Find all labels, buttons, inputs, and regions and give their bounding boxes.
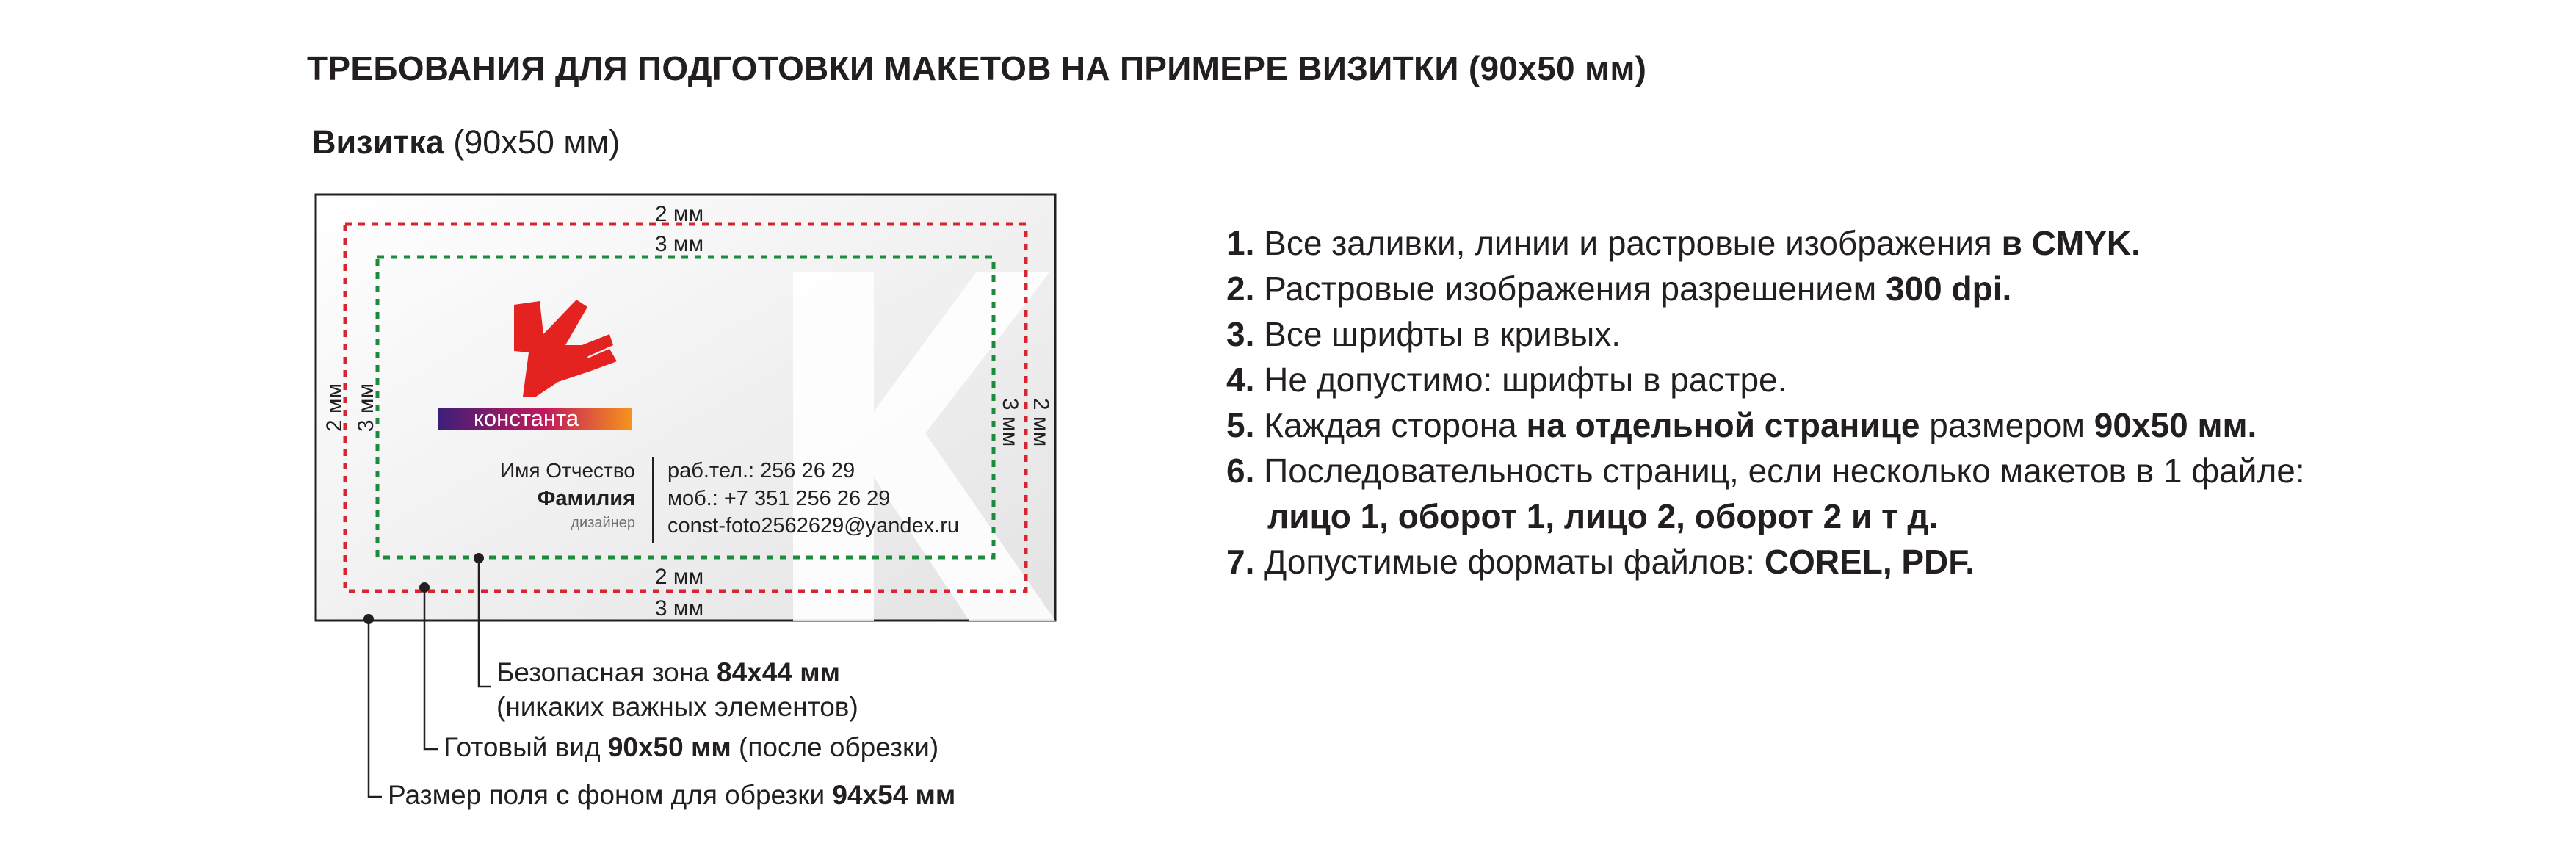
requirement-number: 7. <box>1226 543 1255 581</box>
requirement-bold: в CMYK. <box>2001 224 2141 262</box>
requirement-number: 1. <box>1226 224 1255 262</box>
callout-trim-size: 90х50 мм <box>607 732 731 762</box>
requirement-bold: COREL, PDF. <box>1764 543 1975 581</box>
requirement-text: Не допустимо: шрифты в растре. <box>1254 361 1787 399</box>
requirement-text: Все заливки, линии и растровые изображения <box>1254 224 2002 262</box>
card-heading-size: (90х50 мм) <box>444 123 621 161</box>
requirement-item <box>1226 539 2305 585</box>
requirement-item <box>1226 266 2305 311</box>
callout-safe-zone-note: (никаких важных элементов) <box>496 692 858 722</box>
callout-safe-zone <box>496 657 840 688</box>
requirement-item <box>1226 220 2305 266</box>
logo-text: константа <box>474 405 579 431</box>
dim-top-safe: 3 мм <box>654 232 704 256</box>
card-person-surname: Фамилия <box>537 487 635 510</box>
dim-right-safe: 3 мм <box>998 397 1022 447</box>
requirement-item <box>1226 357 2305 402</box>
card-phone-work: раб.тел.: 256 26 29 <box>667 459 855 482</box>
dim-right-bleed: 2 мм <box>1029 397 1053 447</box>
dim-left-bleed: 2 мм <box>322 383 347 433</box>
requirement-text: Допустимые форматы файлов: <box>1254 543 1765 581</box>
requirement-number: 2. <box>1226 270 1255 308</box>
requirement-text: Последовательность страниц, если несколько макетов в 1 файле: <box>1254 452 2305 490</box>
requirement-continuation: лицо 1, оборот 1, лицо 2, оборот 2 и т д. <box>1267 497 1939 535</box>
requirement-text: Растровые изображения разрешением <box>1254 270 1886 308</box>
dim-bottom-safe: 3 мм <box>654 596 704 621</box>
requirement-bold-2: 90х50 мм. <box>2094 406 2257 444</box>
callout-bleed-prefix: Размер поля с фоном для обрезки <box>388 780 833 810</box>
callout-trim-suffix: (после обрезки) <box>731 732 939 762</box>
trim-pointer <box>419 582 430 593</box>
requirement-item <box>1226 448 2305 493</box>
bleed-pointer <box>363 614 374 624</box>
callout-trim-prefix: Готовый вид <box>444 732 608 762</box>
requirement-number: 4. <box>1226 361 1255 399</box>
card-heading-bold: Визитка <box>312 123 444 161</box>
requirement-text-2: размером <box>1920 406 2094 444</box>
requirement-item <box>1226 311 2305 357</box>
dim-left-safe: 3 мм <box>354 383 378 433</box>
requirement-number: 3. <box>1226 315 1255 353</box>
callout-bleed <box>388 780 955 811</box>
callout-trim <box>444 732 938 763</box>
requirement-bold: на отдельной странице <box>1526 406 1920 444</box>
callout-safe-zone-prefix: Безопасная зона <box>496 657 717 687</box>
requirement-item <box>1226 402 2305 448</box>
card-email: const-foto2562629@yandex.ru <box>667 514 960 538</box>
requirement-bold: 300 dpi. <box>1885 270 2012 308</box>
safe-zone-pointer <box>474 553 484 563</box>
requirement-text: Все шрифты в кривых. <box>1254 315 1621 353</box>
card-phone-mobile: моб.: +7 351 256 26 29 <box>667 487 891 510</box>
requirement-number: 5. <box>1226 406 1255 444</box>
requirements-list <box>1226 220 2305 585</box>
callout-bleed-size: 94х54 мм <box>832 780 956 810</box>
requirement-text: Каждая сторона <box>1254 406 1527 444</box>
page-title: ТРЕБОВАНИЯ ДЛЯ ПОДГОТОВКИ МАКЕТОВ НА ПРИМЕРЕ ВИЗИТКИ (90х50 мм) <box>307 49 1647 87</box>
dim-top-bleed: 2 мм <box>654 202 704 226</box>
callout-safe-zone-size: 84х44 мм <box>717 657 840 687</box>
dim-bottom-bleed: 2 мм <box>654 565 704 589</box>
card-person-name: Имя Отчество <box>499 459 635 482</box>
requirement-number: 6. <box>1226 452 1255 490</box>
card-person-role: дизайнер <box>571 515 635 531</box>
